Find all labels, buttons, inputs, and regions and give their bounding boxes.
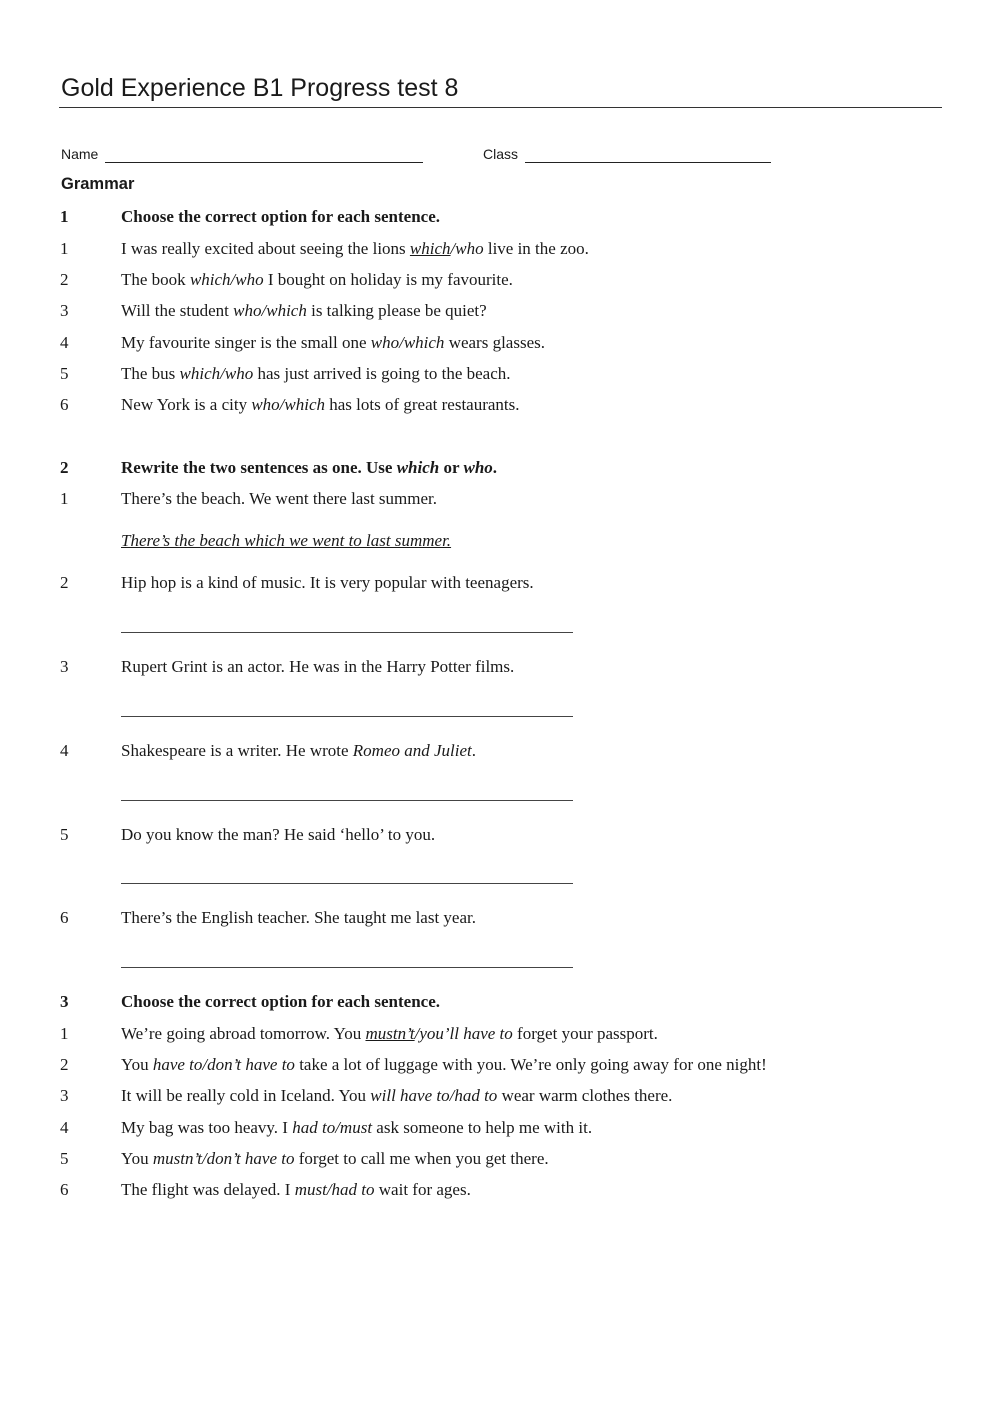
list-item <box>0 571 1000 595</box>
item-sentence: There’s the beach. We went there last summer. <box>121 489 438 508</box>
answer-line[interactable] <box>121 967 573 968</box>
name-label: Name <box>61 146 99 162</box>
exercise-instruction: Choose the correct option for each sentence. <box>121 992 440 1011</box>
item-number: 5 <box>60 364 69 383</box>
exercise-number: 1 <box>60 207 69 226</box>
item-number: 6 <box>60 395 69 414</box>
item-sentence: My bag was too heavy. I had to/must ask someone to help me with it. <box>121 1118 593 1137</box>
list-item <box>0 331 1000 355</box>
item-number: 2 <box>60 573 69 592</box>
item-number: 1 <box>60 239 69 258</box>
item-number: 6 <box>60 908 69 927</box>
item-sentence: Shakespeare is a writer. He wrote Romeo and Juliet. <box>121 741 476 760</box>
answer-line[interactable] <box>121 632 573 633</box>
options[interactable]: who/which <box>251 395 326 414</box>
selected-option[interactable]: which <box>409 239 451 258</box>
list-item <box>0 299 1000 323</box>
item-number: 3 <box>60 1086 69 1105</box>
item-number: 2 <box>60 1055 69 1074</box>
option[interactable]: /who <box>450 239 484 258</box>
item-sentence: The bus which/who has just arrived is going to the beach. <box>121 364 511 383</box>
item-sentence: Do you know the man? He said ‘hello’ to you. <box>121 825 436 844</box>
item-number: 2 <box>60 270 69 289</box>
item-number: 3 <box>60 301 69 320</box>
list-item <box>0 1053 1000 1077</box>
name-field[interactable] <box>105 162 423 163</box>
item-sentence: You mustn’t/don’t have to forget to call me when you get there. <box>121 1149 549 1168</box>
item-sentence: The flight was delayed. I must/had to wait for ages. <box>121 1180 471 1199</box>
list-item <box>0 362 1000 386</box>
item-number: 3 <box>60 657 69 676</box>
exercise-number: 2 <box>60 458 69 477</box>
options[interactable]: who/which <box>233 301 307 320</box>
list-item <box>0 237 1000 261</box>
example-answer-row <box>0 529 1000 553</box>
list-item <box>0 1147 1000 1171</box>
options[interactable]: mustn’t/don’t have to <box>152 1149 295 1168</box>
exercise-2-header <box>0 456 1000 480</box>
item-sentence: It will be really cold in Iceland. You will have to/had to wear warm clothes there. <box>121 1086 673 1105</box>
item-sentence: The book which/who I bought on holiday is my favourite. <box>121 270 513 289</box>
options[interactable]: which/who <box>189 270 264 289</box>
item-sentence: New York is a city who/which has lots of great restaurants. <box>121 395 520 414</box>
item-number: 5 <box>60 825 69 844</box>
page-title: Gold Experience B1 Progress test 8 <box>61 74 459 102</box>
item-number: 1 <box>60 1024 69 1043</box>
list-item <box>0 268 1000 292</box>
list-item <box>0 1084 1000 1108</box>
item-number: 4 <box>60 1118 69 1137</box>
item-sentence: Rupert Grint is an actor. He was in the Harry Potter films. <box>121 657 515 676</box>
exercise-instruction: Rewrite the two sentences as one. Use which or who. <box>121 458 498 477</box>
example-answer: There’s the beach which we went to last summer. <box>121 531 452 550</box>
class-label: Class <box>483 146 519 162</box>
item-number: 1 <box>60 489 69 508</box>
selected-option[interactable]: mustn’t <box>365 1024 415 1043</box>
list-item <box>0 823 1000 847</box>
exercise-1-header <box>0 205 1000 229</box>
answer-line[interactable] <box>121 800 573 801</box>
options[interactable]: who/which <box>370 333 445 352</box>
class-field[interactable] <box>525 162 771 163</box>
item-sentence: My favourite singer is the small one who/which wears glasses. <box>121 333 545 352</box>
item-number: 6 <box>60 1180 69 1199</box>
answer-line[interactable] <box>121 716 573 717</box>
item-sentence: We’re going abroad tomorrow. You mustn’t/you’ll have to forget your passport. <box>121 1024 658 1043</box>
exercise-instruction: Choose the correct option for each sentence. <box>121 207 440 226</box>
list-item <box>0 906 1000 930</box>
item-sentence: There’s the English teacher. She taught me last year. <box>121 908 476 927</box>
list-item <box>0 655 1000 679</box>
options[interactable]: which/who <box>179 364 254 383</box>
item-number: 4 <box>60 741 69 760</box>
options[interactable]: must/had to <box>294 1180 375 1199</box>
item-number: 5 <box>60 1149 69 1168</box>
options[interactable]: had to/must <box>292 1118 373 1137</box>
answer-line[interactable] <box>121 883 573 884</box>
list-item <box>0 1022 1000 1046</box>
options[interactable]: have to/don’t have to <box>152 1055 295 1074</box>
list-item <box>0 393 1000 417</box>
options[interactable]: will have to/had to <box>370 1086 498 1105</box>
exercise-number: 3 <box>60 992 69 1011</box>
item-sentence: Will the student who/which is talking please be quiet? <box>121 301 487 320</box>
item-sentence: I was really excited about seeing the lions which/who live in the zoo. <box>121 239 589 258</box>
list-item <box>0 739 1000 763</box>
item-sentence: You have to/don’t have to take a lot of luggage with you. We’re only going away for one night! <box>121 1055 767 1074</box>
option[interactable]: /you’ll have to <box>414 1024 513 1043</box>
list-item <box>0 487 1000 511</box>
title-underline <box>59 107 942 108</box>
list-item <box>0 1116 1000 1140</box>
section-heading: Grammar <box>61 175 135 193</box>
exercise-3-header <box>0 990 1000 1014</box>
item-number: 4 <box>60 333 69 352</box>
item-sentence: Hip hop is a kind of music. It is very popular with teenagers. <box>121 573 534 592</box>
list-item <box>0 1178 1000 1202</box>
